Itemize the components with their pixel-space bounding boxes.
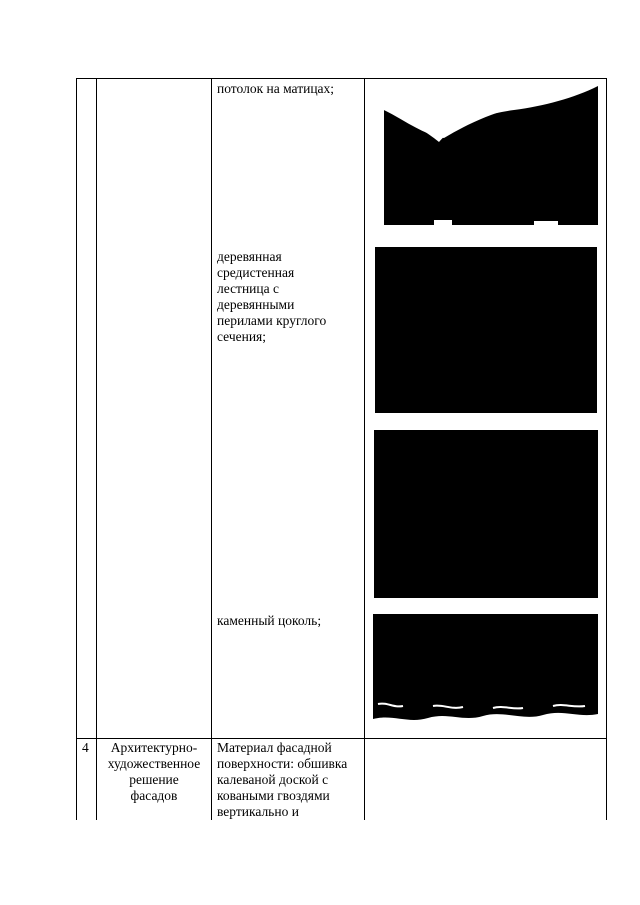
table-border-right: [606, 78, 607, 820]
document-table: [76, 78, 607, 820]
staircase-description-line: перилами круглого: [217, 313, 327, 328]
staircase-photo: [375, 247, 597, 413]
table-column-divider: [211, 78, 212, 820]
staircase-description-line: средистенная: [217, 265, 295, 280]
section-name-line: решение: [129, 772, 179, 787]
row-number: 4: [82, 740, 89, 755]
table-border-top: [76, 78, 607, 79]
staircase-description-line: лестница с: [217, 281, 279, 296]
facade-description-line: Материал фасадной: [217, 740, 332, 755]
table-column-divider: [96, 78, 97, 820]
table-border-left: [76, 78, 77, 820]
table-row-divider: [76, 738, 607, 739]
staircase-description-line: сечения;: [217, 329, 267, 344]
facade-description-line: калеваной доской с: [217, 772, 329, 787]
staircase-description-line: деревянная: [217, 249, 282, 264]
section-name-line: фасадов: [130, 788, 178, 803]
staircase-photo-2: [374, 430, 598, 598]
staircase-description-line: деревянными: [217, 297, 295, 312]
plinth-description: каменный цоколь;: [217, 613, 322, 628]
section-name-line: художественное: [107, 756, 201, 771]
section-name-line: Архитектурно-: [110, 740, 198, 755]
plinth-photo: [373, 614, 598, 733]
ceiling-photo: [384, 80, 598, 230]
table-column-divider: [364, 78, 365, 820]
facade-description-line: поверхности: обшивка: [217, 756, 348, 771]
facade-description-line: коваными гвоздями: [217, 788, 330, 803]
ceiling-description: потолок на матицах;: [217, 81, 335, 96]
facade-description-line: вертикально и: [217, 804, 299, 819]
